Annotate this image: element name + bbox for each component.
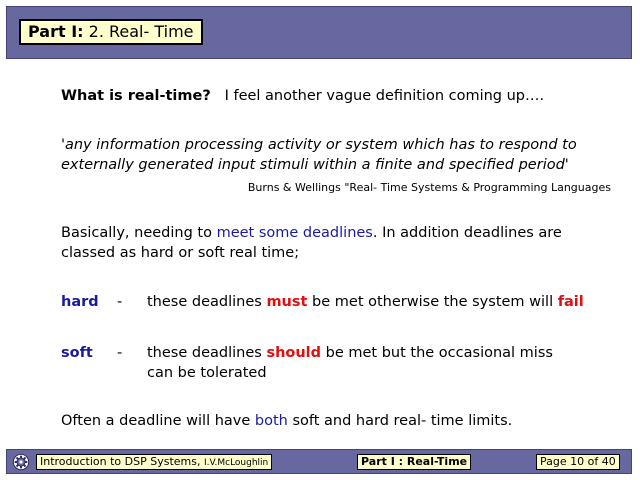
footer-bar [6, 449, 632, 474]
course-name: Introduction to DSP Systems, [40, 455, 201, 468]
basically-line-2: classed as hard or soft real time; [61, 245, 300, 261]
basically-text-2: . In addition deadlines are [372, 225, 562, 241]
gear-icon [12, 453, 30, 471]
section-label: Part I : Real-Time [357, 454, 471, 470]
soft-dash: - [117, 345, 123, 361]
soft-text-2: be met but the occasional miss [321, 345, 553, 361]
hard-term: hard [61, 294, 99, 310]
soft-term: soft [61, 345, 93, 361]
hard-text: these deadlines [147, 294, 267, 310]
hard-definition [147, 292, 584, 312]
quote-line-2: externally generated input stimuli within a finite and specified period' [61, 157, 569, 173]
both-highlight: both [254, 413, 288, 429]
must-highlight: must [266, 294, 308, 310]
page-number: Page 10 of 40 [536, 454, 620, 470]
title-prefix: Part I: [28, 22, 84, 41]
header-bar [6, 6, 632, 59]
author-name: I.V.McLoughlin [203, 458, 269, 468]
soft-definition-line-2: can be tolerated [147, 365, 267, 381]
hard-dash: - [117, 294, 123, 310]
deadlines-highlight: meet some deadlines [216, 225, 373, 241]
often-text-2: soft and hard real- time limits. [287, 413, 513, 429]
often-line [61, 411, 512, 431]
course-label [36, 454, 272, 470]
citation: Burns & Wellings "Real- Time Systems & Programming Languages [247, 181, 611, 194]
question-line [61, 86, 544, 106]
title-text: 2. Real- Time [88, 22, 194, 41]
basically-line-1 [61, 223, 562, 243]
should-highlight: should [266, 345, 322, 361]
soft-text: these deadlines [147, 345, 267, 361]
slide-title [19, 19, 203, 45]
fail-highlight: fail [557, 294, 584, 310]
hard-text-2: be met otherwise the system will [307, 294, 558, 310]
quote-line-1: 'any information processing activity or system which has to respond to [61, 137, 577, 153]
question-rest: I feel another vague definition coming up…. [224, 88, 545, 104]
often-text: Often a deadline will have [61, 413, 255, 429]
basically-text: Basically, needing to [61, 225, 217, 241]
soft-definition [147, 343, 553, 363]
question-label: What is real-time? [61, 88, 211, 104]
